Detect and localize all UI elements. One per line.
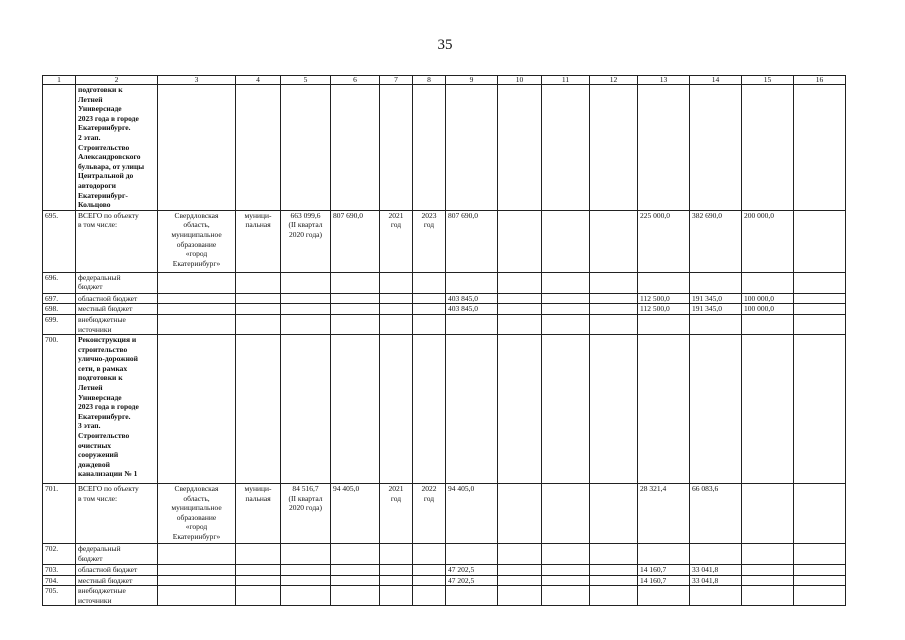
table-cell-col-6 bbox=[331, 314, 380, 334]
table-cell-col-4 bbox=[236, 85, 281, 211]
table-cell-col-6 bbox=[331, 293, 380, 304]
table-cell-col-13 bbox=[638, 335, 690, 484]
cell-text: 14 160,7 bbox=[640, 565, 667, 575]
table-cell-col-11 bbox=[542, 544, 590, 565]
cell-text: 2021 год bbox=[388, 210, 404, 230]
table-cell-col-9 bbox=[446, 565, 498, 576]
cell-text: 191 345,0 bbox=[692, 293, 722, 303]
cell-text: 699. bbox=[45, 314, 59, 324]
table-cell-col-8 bbox=[413, 272, 446, 293]
table-cell-col-14 bbox=[690, 210, 742, 272]
table-cell-col-12 bbox=[590, 85, 638, 211]
page-number: 35 bbox=[437, 37, 453, 53]
table-cell-col-10 bbox=[498, 314, 542, 334]
table-cell-col-14 bbox=[690, 544, 742, 565]
table-cell-col-9 bbox=[446, 272, 498, 293]
table-cell-col-13 bbox=[638, 293, 690, 304]
table-cell-col-6 bbox=[331, 484, 380, 544]
table-cell-col-6 bbox=[331, 272, 380, 293]
column-header-5: 5 bbox=[281, 76, 331, 85]
table-cell-col-3 bbox=[158, 272, 236, 293]
table-cell-col-3 bbox=[158, 85, 236, 211]
table-cell-col-9 bbox=[446, 304, 498, 315]
table-cell-col-16 bbox=[794, 304, 846, 315]
cell-text: 403 845,0 bbox=[448, 304, 478, 314]
table-cell-col-3 bbox=[158, 544, 236, 565]
table-cell-col-2 bbox=[76, 293, 158, 304]
table-cell-col-4 bbox=[236, 210, 281, 272]
table-cell-col-6 bbox=[331, 586, 380, 606]
table-cell-col-2 bbox=[76, 544, 158, 565]
table-cell-col-5 bbox=[281, 304, 331, 315]
table-cell-col-5 bbox=[281, 565, 331, 576]
table-cell-col-15 bbox=[742, 210, 794, 272]
table-cell-col-4 bbox=[236, 484, 281, 544]
cell-text: 112 500,0 bbox=[640, 304, 670, 314]
table-cell-col-14 bbox=[690, 314, 742, 334]
table-cell-col-15 bbox=[742, 544, 794, 565]
table-cell-col-12 bbox=[590, 293, 638, 304]
column-header-7: 7 bbox=[380, 76, 413, 85]
cell-text: 225 000,0 bbox=[640, 210, 670, 220]
cell-text: подготовки к Летней Универсиаде 2023 года в городе Екатеринбурге. 2 этап. Строительство Александровского бульвара, от улицы Центральной до автодороги Екатеринбург- Кольцово bbox=[78, 85, 145, 210]
table-cell-col-13 bbox=[638, 210, 690, 272]
column-header-1: 1 bbox=[43, 76, 76, 85]
table-cell-col-14 bbox=[690, 293, 742, 304]
table-cell-col-7 bbox=[380, 304, 413, 315]
table-cell-col-16 bbox=[794, 335, 846, 484]
column-header-12: 12 bbox=[590, 76, 638, 85]
table-cell-col-14 bbox=[690, 565, 742, 576]
table-cell-col-8 bbox=[413, 85, 446, 211]
cell-text: 200 000,0 bbox=[744, 210, 774, 220]
table-cell-col-4 bbox=[236, 575, 281, 586]
cell-text: внебюджетные источники bbox=[78, 314, 126, 334]
table-cell-col-1 bbox=[43, 544, 76, 565]
cell-text: 94 405,0 bbox=[333, 484, 360, 494]
table-cell-col-1 bbox=[43, 293, 76, 304]
cell-text: местный бюджет bbox=[78, 304, 133, 314]
cell-text: 100 000,0 bbox=[744, 293, 774, 303]
table-cell-col-11 bbox=[542, 210, 590, 272]
table-cell-col-12 bbox=[590, 484, 638, 544]
table-cell-col-16 bbox=[794, 293, 846, 304]
cell-text: 703. bbox=[45, 565, 59, 575]
column-header-4: 4 bbox=[236, 76, 281, 85]
table-cell-col-9 bbox=[446, 335, 498, 484]
table-cell-col-15 bbox=[742, 586, 794, 606]
table-cell-col-9 bbox=[446, 85, 498, 211]
cell-text: 47 202,5 bbox=[448, 575, 475, 585]
table-cell-col-4 bbox=[236, 586, 281, 606]
table-cell-col-10 bbox=[498, 544, 542, 565]
table-cell-col-7 bbox=[380, 272, 413, 293]
table-cell-col-6 bbox=[331, 335, 380, 484]
cell-text: 695. bbox=[45, 210, 59, 220]
table-cell-col-8 bbox=[413, 586, 446, 606]
table-cell-col-13 bbox=[638, 565, 690, 576]
table-cell-col-1 bbox=[43, 272, 76, 293]
table-cell-col-15 bbox=[742, 335, 794, 484]
table-cell-col-1 bbox=[43, 314, 76, 334]
cell-text: Свердловская область, муниципальное образование «город Екатеринбург» bbox=[171, 210, 222, 268]
table-cell-col-16 bbox=[794, 85, 846, 211]
cell-text: 94 405,0 bbox=[448, 484, 475, 494]
cell-text: 33 041,8 bbox=[692, 565, 719, 575]
table-cell-col-12 bbox=[590, 314, 638, 334]
table-cell-col-1 bbox=[43, 565, 76, 576]
table-cell-col-13 bbox=[638, 544, 690, 565]
cell-text: 382 690,0 bbox=[692, 210, 722, 220]
table-cell-col-8 bbox=[413, 293, 446, 304]
table-cell-col-12 bbox=[590, 304, 638, 315]
cell-text: муници- пальная bbox=[244, 210, 272, 230]
cell-text: местный бюджет bbox=[78, 575, 133, 585]
table-cell-col-1 bbox=[43, 85, 76, 211]
table-cell-col-11 bbox=[542, 272, 590, 293]
table-cell-col-10 bbox=[498, 210, 542, 272]
table-cell-col-4 bbox=[236, 314, 281, 334]
table-cell-col-7 bbox=[380, 335, 413, 484]
table-cell-col-12 bbox=[590, 575, 638, 586]
table-row bbox=[43, 85, 846, 211]
table-cell-col-13 bbox=[638, 272, 690, 293]
cell-text: муници- пальная bbox=[244, 484, 272, 503]
table-cell-col-5 bbox=[281, 544, 331, 565]
table-cell-col-15 bbox=[742, 304, 794, 315]
table-cell-col-5 bbox=[281, 314, 331, 334]
table-cell-col-3 bbox=[158, 484, 236, 544]
table-cell-col-8 bbox=[413, 575, 446, 586]
table-cell-col-16 bbox=[794, 544, 846, 565]
cell-text: 2023 год bbox=[421, 210, 437, 230]
table-cell-col-6 bbox=[331, 210, 380, 272]
cell-text: 696. bbox=[45, 272, 59, 282]
cell-text: областной бюджет bbox=[78, 565, 138, 575]
table-cell-col-1 bbox=[43, 484, 76, 544]
table-row bbox=[43, 544, 846, 565]
table-cell-col-14 bbox=[690, 272, 742, 293]
table-cell-col-16 bbox=[794, 210, 846, 272]
table-cell-col-16 bbox=[794, 565, 846, 576]
table-cell-col-12 bbox=[590, 335, 638, 484]
table-cell-col-8 bbox=[413, 484, 446, 544]
table-cell-col-15 bbox=[742, 272, 794, 293]
cell-text: 2021 год bbox=[388, 484, 404, 503]
cell-text: ВСЕГО по объекту в том числе: bbox=[78, 210, 139, 230]
table-cell-col-2 bbox=[76, 484, 158, 544]
table-cell-col-14 bbox=[690, 304, 742, 315]
table-cell-col-7 bbox=[380, 85, 413, 211]
cell-text: 807 690,0 bbox=[333, 210, 363, 220]
table-row bbox=[43, 304, 846, 315]
table-cell-col-1 bbox=[43, 586, 76, 606]
table-cell-col-4 bbox=[236, 304, 281, 315]
table-row bbox=[43, 210, 846, 272]
table-cell-col-11 bbox=[542, 85, 590, 211]
table-cell-col-12 bbox=[590, 272, 638, 293]
budget-table bbox=[42, 75, 846, 606]
cell-text: 14 160,7 bbox=[640, 575, 667, 585]
table-cell-col-14 bbox=[690, 586, 742, 606]
cell-text: областной бюджет bbox=[78, 293, 138, 303]
table-cell-col-2 bbox=[76, 272, 158, 293]
column-header-13: 13 bbox=[638, 76, 690, 85]
table-cell-col-8 bbox=[413, 304, 446, 315]
table-cell-col-5 bbox=[281, 575, 331, 586]
table-cell-col-15 bbox=[742, 293, 794, 304]
table-cell-col-5 bbox=[281, 484, 331, 544]
table-cell-col-10 bbox=[498, 272, 542, 293]
table-cell-col-15 bbox=[742, 85, 794, 211]
table-cell-col-5 bbox=[281, 586, 331, 606]
cell-text: 112 500,0 bbox=[640, 293, 670, 303]
table-cell-col-10 bbox=[498, 565, 542, 576]
table-cell-col-16 bbox=[794, 272, 846, 293]
table-cell-col-3 bbox=[158, 304, 236, 315]
column-header-9: 9 bbox=[446, 76, 498, 85]
table-cell-col-12 bbox=[590, 210, 638, 272]
table-cell-col-8 bbox=[413, 544, 446, 565]
column-header-14: 14 bbox=[690, 76, 742, 85]
table-cell-col-12 bbox=[590, 565, 638, 576]
cell-text: 700. bbox=[45, 335, 59, 345]
table-cell-col-14 bbox=[690, 335, 742, 484]
table-cell-col-1 bbox=[43, 304, 76, 315]
table-cell-col-11 bbox=[542, 565, 590, 576]
table-cell-col-8 bbox=[413, 210, 446, 272]
cell-text: 84 516,7 (II квартал 2020 года) bbox=[288, 484, 323, 513]
column-header-11: 11 bbox=[542, 76, 590, 85]
table-cell-col-5 bbox=[281, 293, 331, 304]
table-cell-col-13 bbox=[638, 575, 690, 586]
cell-text: 66 083,6 bbox=[692, 484, 719, 494]
table-cell-col-9 bbox=[446, 586, 498, 606]
table-cell-col-1 bbox=[43, 210, 76, 272]
table-cell-col-9 bbox=[446, 484, 498, 544]
table-cell-col-11 bbox=[542, 304, 590, 315]
table-row bbox=[43, 565, 846, 576]
table-cell-col-2 bbox=[76, 210, 158, 272]
table-cell-col-9 bbox=[446, 314, 498, 334]
table-cell-col-11 bbox=[542, 575, 590, 586]
table-cell-col-3 bbox=[158, 565, 236, 576]
table-cell-col-13 bbox=[638, 314, 690, 334]
table-cell-col-15 bbox=[742, 575, 794, 586]
table-cell-col-6 bbox=[331, 544, 380, 565]
cell-text: 28 321,4 bbox=[640, 484, 667, 494]
table-cell-col-13 bbox=[638, 484, 690, 544]
table-cell-col-7 bbox=[380, 314, 413, 334]
table-cell-col-2 bbox=[76, 314, 158, 334]
table-cell-col-10 bbox=[498, 586, 542, 606]
table-cell-col-11 bbox=[542, 335, 590, 484]
table-cell-col-14 bbox=[690, 85, 742, 211]
cell-text: 191 345,0 bbox=[692, 304, 722, 314]
table-cell-col-4 bbox=[236, 272, 281, 293]
table-cell-col-4 bbox=[236, 335, 281, 484]
table-cell-col-3 bbox=[158, 335, 236, 484]
column-header-8: 8 bbox=[413, 76, 446, 85]
cell-text: 705. bbox=[45, 586, 59, 596]
table-cell-col-5 bbox=[281, 85, 331, 211]
cell-text: 100 000,0 bbox=[744, 304, 774, 314]
table-cell-col-6 bbox=[331, 575, 380, 586]
table-cell-col-7 bbox=[380, 484, 413, 544]
table-cell-col-8 bbox=[413, 314, 446, 334]
table-body bbox=[43, 85, 846, 606]
table-row bbox=[43, 335, 846, 484]
table-cell-col-15 bbox=[742, 484, 794, 544]
cell-text: ВСЕГО по объекту в том числе: bbox=[78, 484, 139, 503]
table-cell-col-4 bbox=[236, 293, 281, 304]
table-cell-col-7 bbox=[380, 586, 413, 606]
cell-text: 698. bbox=[45, 304, 59, 314]
table-cell-col-10 bbox=[498, 293, 542, 304]
table-cell-col-16 bbox=[794, 314, 846, 334]
cell-text: Свердловская область, муниципальное образование «город Екатеринбург» bbox=[171, 484, 222, 542]
column-header-2: 2 bbox=[76, 76, 158, 85]
table-cell-col-6 bbox=[331, 85, 380, 211]
table-cell-col-3 bbox=[158, 575, 236, 586]
cell-text: 33 041,8 bbox=[692, 575, 719, 585]
table-cell-col-11 bbox=[542, 293, 590, 304]
table-row bbox=[43, 586, 846, 606]
table-cell-col-11 bbox=[542, 314, 590, 334]
table-cell-col-4 bbox=[236, 544, 281, 565]
table-cell-col-13 bbox=[638, 586, 690, 606]
table-cell-col-5 bbox=[281, 335, 331, 484]
table-cell-col-10 bbox=[498, 575, 542, 586]
table-cell-col-16 bbox=[794, 484, 846, 544]
table-cell-col-5 bbox=[281, 272, 331, 293]
table-cell-col-4 bbox=[236, 565, 281, 576]
table-cell-col-12 bbox=[590, 586, 638, 606]
table-row bbox=[43, 272, 846, 293]
column-header-16: 16 bbox=[794, 76, 846, 85]
table-cell-col-13 bbox=[638, 304, 690, 315]
table-cell-col-13 bbox=[638, 85, 690, 211]
cell-text: федеральный бюджет bbox=[78, 544, 121, 563]
table-row bbox=[43, 484, 846, 544]
table-cell-col-11 bbox=[542, 484, 590, 544]
table-cell-col-16 bbox=[794, 575, 846, 586]
table-cell-col-1 bbox=[43, 335, 76, 484]
cell-text: 704. bbox=[45, 575, 59, 585]
table-row bbox=[43, 314, 846, 334]
column-header-row bbox=[43, 76, 846, 85]
column-header-3: 3 bbox=[158, 76, 236, 85]
table-cell-col-16 bbox=[794, 586, 846, 606]
column-header-15: 15 bbox=[742, 76, 794, 85]
cell-text: 807 690,0 bbox=[448, 210, 478, 220]
table-cell-col-12 bbox=[590, 544, 638, 565]
table-cell-col-15 bbox=[742, 565, 794, 576]
table-cell-col-6 bbox=[331, 565, 380, 576]
cell-text: федеральный бюджет bbox=[78, 272, 121, 292]
table-cell-col-10 bbox=[498, 484, 542, 544]
table-cell-col-9 bbox=[446, 575, 498, 586]
cell-text: 701. bbox=[45, 484, 59, 494]
table-cell-col-7 bbox=[380, 565, 413, 576]
table-cell-col-3 bbox=[158, 314, 236, 334]
table-cell-col-3 bbox=[158, 210, 236, 272]
cell-text: 702. bbox=[45, 544, 59, 554]
table-cell-col-7 bbox=[380, 544, 413, 565]
table-cell-col-10 bbox=[498, 304, 542, 315]
table-cell-col-5 bbox=[281, 210, 331, 272]
table-cell-col-10 bbox=[498, 335, 542, 484]
table-cell-col-7 bbox=[380, 210, 413, 272]
cell-text: 403 845,0 bbox=[448, 293, 478, 303]
table-row bbox=[43, 293, 846, 304]
column-header-6: 6 bbox=[331, 76, 380, 85]
table-row bbox=[43, 575, 846, 586]
cell-text: Реконструкция и строительство улично-дорожной сети, в рамках подготовки к Летней Универсиаде 2023 года в городе Екатеринбурге. 3 этап. Строительство очистных сооружений дождевой канализации № 1 bbox=[78, 335, 139, 479]
cell-text: 697. bbox=[45, 293, 59, 303]
table-cell-col-3 bbox=[158, 586, 236, 606]
table-cell-col-2 bbox=[76, 565, 158, 576]
table-cell-col-2 bbox=[76, 85, 158, 211]
table-cell-col-9 bbox=[446, 293, 498, 304]
table-cell-col-9 bbox=[446, 544, 498, 565]
table-cell-col-8 bbox=[413, 565, 446, 576]
table-cell-col-2 bbox=[76, 575, 158, 586]
table-cell-col-15 bbox=[742, 314, 794, 334]
table-cell-col-7 bbox=[380, 575, 413, 586]
column-header-10: 10 bbox=[498, 76, 542, 85]
table-cell-col-2 bbox=[76, 335, 158, 484]
table-cell-col-7 bbox=[380, 293, 413, 304]
table-cell-col-11 bbox=[542, 586, 590, 606]
cell-text: внебюджетные источники bbox=[78, 586, 126, 605]
table-cell-col-2 bbox=[76, 586, 158, 606]
cell-text: 663 099,6 (II квартал 2020 года) bbox=[288, 210, 323, 239]
table-cell-col-3 bbox=[158, 293, 236, 304]
table-cell-col-9 bbox=[446, 210, 498, 272]
cell-text: 2022 год bbox=[421, 484, 437, 503]
table-cell-col-1 bbox=[43, 575, 76, 586]
table-cell-col-6 bbox=[331, 304, 380, 315]
table-cell-col-8 bbox=[413, 335, 446, 484]
table-cell-col-10 bbox=[498, 85, 542, 211]
table-cell-col-14 bbox=[690, 484, 742, 544]
table-cell-col-2 bbox=[76, 304, 158, 315]
cell-text: 47 202,5 bbox=[448, 565, 475, 575]
table-cell-col-14 bbox=[690, 575, 742, 586]
